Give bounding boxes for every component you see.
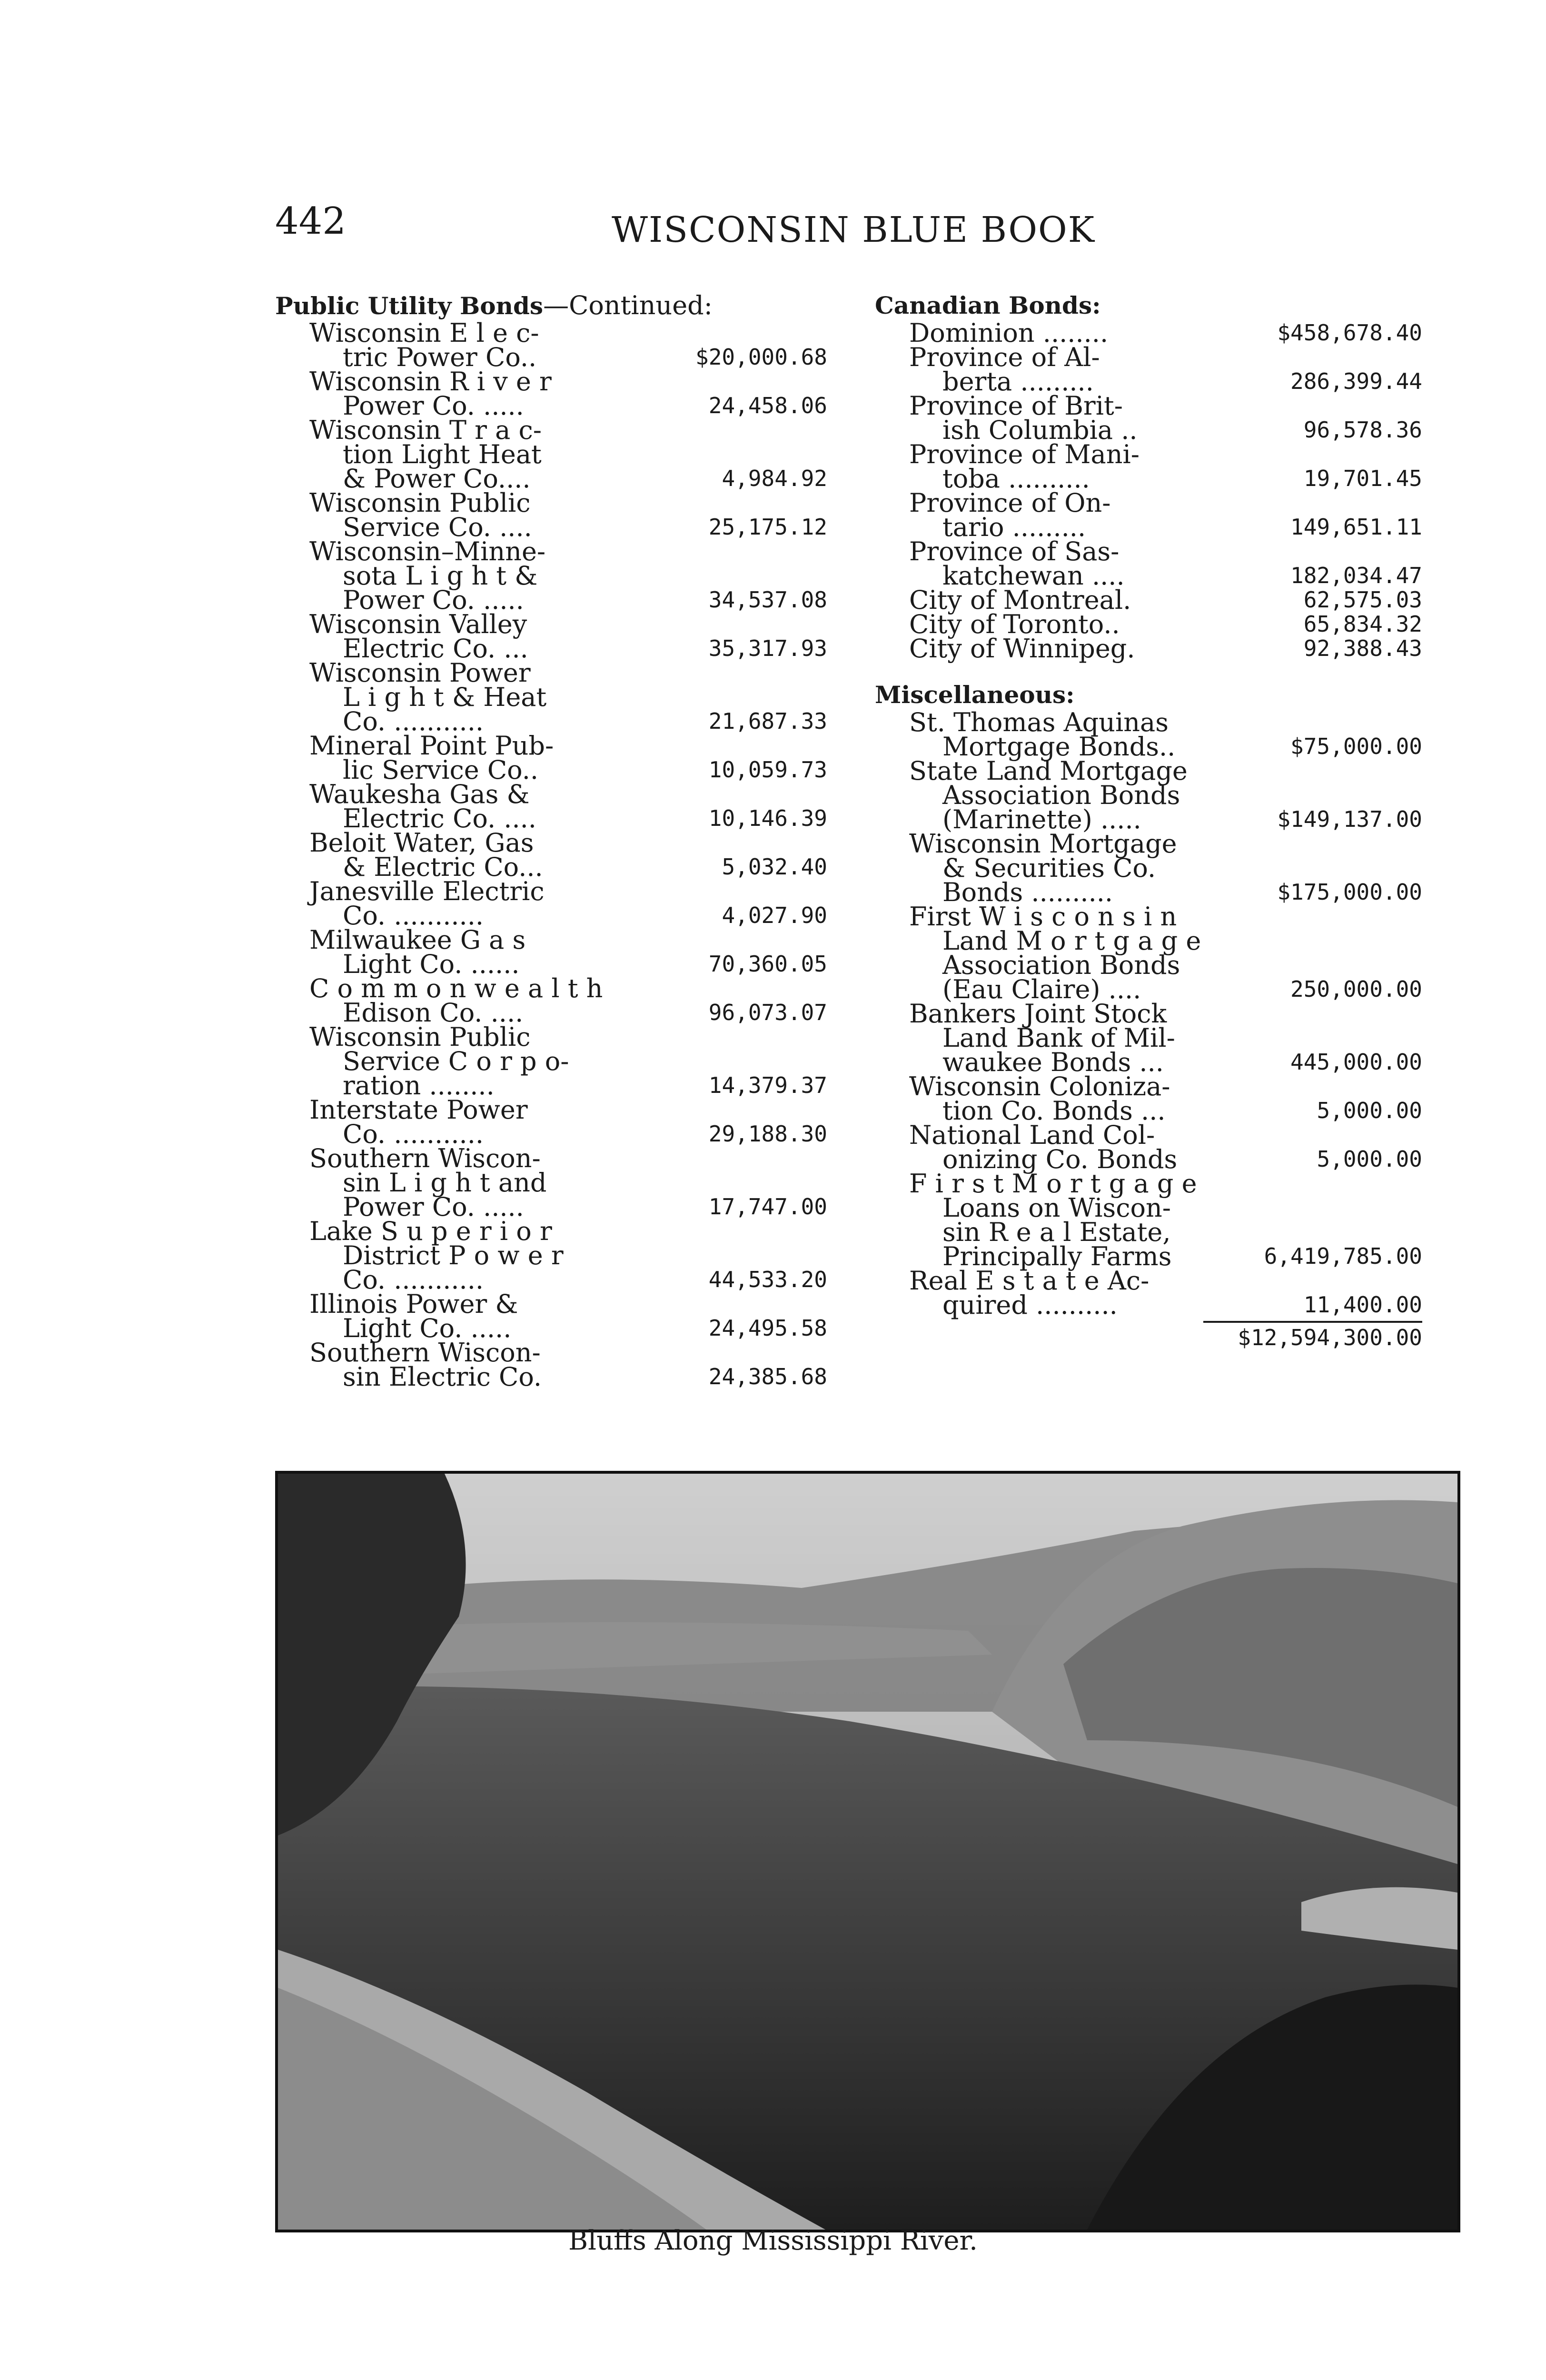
entry-amount: 29,188.30 [708,1121,827,1147]
entry-name-line: Wisconsin R i v e r [309,367,552,397]
entry-name [275,1095,608,1149]
entry-name-line: toba .......... [942,464,1090,494]
entry-name [875,1171,1203,1269]
ledger-entry [875,634,1422,664]
entry-name-line: First W i s c o n s i n [909,902,1177,932]
entry-name-line: waukee Bonds ... [942,1047,1164,1077]
entry-name-line: tion Co. Bonds ... [942,1096,1166,1126]
entry-name [875,1120,1203,1174]
entry-name-line: F i r s t M o r t g a g e [909,1169,1197,1199]
entry-name [875,439,1203,494]
canadian-entry-list [875,318,1422,664]
entry-name-line: Wisconsin E l e c- [309,318,539,348]
entry-name-line: Power Co. ..... [343,585,524,615]
entry-name [275,731,608,785]
entry-name [875,342,1203,397]
right-column [875,290,1422,1350]
ledger-entry [875,904,1422,1002]
entry-name-line: Province of Brit- [909,391,1123,421]
entry-name [875,707,1203,762]
section-spacer [875,661,1422,680]
ledger-entry [275,828,827,882]
entry-name-line: (Marinette) ..... [942,804,1141,834]
ledger-entry [275,876,827,931]
entry-name-line: Mineral Point Pub- [309,731,554,761]
ledger-entry [875,439,1422,494]
entry-amount: 34,537.08 [708,587,827,613]
entry-name-line: Lake S u p e r i o r [309,1216,552,1246]
entry-name-line: Bankers Joint Stock [909,999,1167,1029]
entry-name-line: sota L i g h t & [343,561,538,591]
entry-name-line: ish Columbia .. [942,415,1138,445]
entry-name-line: Co. ........... [343,1265,484,1295]
section-title-suffix: —Continued: [543,290,713,320]
left-column [275,290,827,1392]
entry-name [875,391,1203,445]
entry-amount: 4,027.90 [722,902,827,928]
entry-name [875,609,1203,639]
entry-name [275,1338,608,1392]
entry-name-line: Province of Sas- [909,536,1120,566]
entry-name [275,779,608,833]
entry-name [875,634,1203,664]
entry-name-line: Power Co. ..... [343,391,524,421]
running-head: WISCONSIN BLUE BOOK [612,209,1095,250]
entry-name-line: Co. ........... [343,1119,484,1149]
entry-name-line: City of Montreal. [909,585,1131,615]
entry-name-line: Wisconsin Coloniza- [909,1071,1170,1101]
entry-amount: 19,701.45 [1303,466,1422,491]
entry-name [275,828,608,882]
entry-name-line: Wisconsin Mortgage [909,829,1177,859]
ledger-entry [275,779,827,833]
entry-name [275,367,608,421]
entry-amount: 4,984.92 [722,466,827,491]
photo-bluffs-mississippi [275,1471,1460,2232]
entry-name-line: Light Co. ..... [343,1313,512,1343]
ledger-entry [275,367,827,421]
ledger-entry [275,925,827,979]
ledger-entry [275,1143,827,1222]
grand-total: $12,594,300.00 [1238,1325,1422,1350]
ledger-entry [875,318,1422,348]
photo-caption: Bluffs Along Mississippi River. [568,2225,978,2256]
section-title-public-utility-bonds [275,290,827,321]
landscape-photo-image [278,1474,1457,2230]
entry-name-line: sin L i g h t and [343,1168,547,1198]
entry-name [275,973,608,1028]
ledger-entry [875,1120,1422,1174]
entry-name-line: sin Electric Co. [343,1362,542,1392]
entry-amount: $75,000.00 [1290,734,1422,759]
entry-name-line: C o m m o n w e a l t h [309,973,603,1003]
entry-name [875,999,1203,1077]
entry-name [875,904,1203,1002]
ledger-entry [275,1216,827,1295]
entry-amount: 96,578.36 [1303,417,1422,443]
ledger-entry [875,1171,1422,1269]
entry-amount: $175,000.00 [1277,879,1422,905]
ledger-entry [875,707,1422,762]
entry-amount: 24,495.58 [708,1315,827,1341]
entry-name-line: Light Co. ...... [343,949,520,979]
entry-name-line: State Land Mortgage [909,756,1188,786]
entry-name [875,585,1203,615]
entry-name [875,536,1203,591]
entry-name-line: tion Light Heat [343,439,542,469]
entry-name [275,1143,608,1222]
entry-name-line: Service Co. .... [343,512,532,542]
entry-name [275,1216,608,1295]
entry-name-line: berta ......... [942,367,1094,397]
entry-name-line: Wisconsin–Minne- [309,536,546,566]
entry-name-line: L i g h t & Heat [343,682,547,712]
entry-name-line: Province of Al- [909,342,1100,372]
entry-amount: $458,678.40 [1277,320,1422,346]
entry-amount: 35,317.93 [708,635,827,661]
entry-name-line: Service C o r p o- [343,1046,569,1076]
entry-amount: 24,385.68 [708,1364,827,1389]
entry-amount: 65,834.32 [1303,611,1422,637]
entry-amount: 5,032.40 [722,854,827,880]
ledger-entry [275,318,827,372]
ledger-entry [275,536,827,615]
ledger-entry [875,829,1422,907]
entry-name-line: Province of Mani- [909,439,1140,469]
entry-name-line: & Electric Co... [343,852,543,882]
entry-name-line: City of Winnipeg. [909,634,1135,664]
ledger-entry [875,756,1422,834]
entry-name-line: Dominion ........ [909,318,1109,348]
entry-name-line: Wisconsin Public [309,488,531,518]
entry-name-line: & Power Co.... [343,464,531,494]
ledger-entry [275,1095,827,1149]
entry-name-line: City of Toronto.. [909,609,1120,639]
entry-name-line: Power Co. ..... [343,1192,524,1222]
entry-name-line: & Securities Co. [942,853,1156,883]
entry-name-line: Mortgage Bonds.. [942,732,1176,762]
entry-amount: 17,747.00 [708,1194,827,1220]
entry-name-line: Electric Co. .... [343,803,536,833]
entry-name-line: Interstate Power [309,1095,528,1125]
entry-name [875,1071,1203,1126]
entry-amount: 25,175.12 [708,514,827,540]
ledger-entry [875,1266,1422,1320]
entry-name-line: Co. ........... [343,901,484,931]
entry-name-line: ration ........ [343,1071,495,1101]
entry-name [875,318,1203,348]
entry-name [275,318,608,372]
entry-name [275,925,608,979]
entry-amount: $20,000.68 [695,344,827,370]
ledger-entry [275,609,827,664]
total-rule [1203,1321,1422,1323]
ledger-entry [875,609,1422,639]
entry-name [275,876,608,931]
entry-name-line: St. Thomas Aquinas [909,707,1169,737]
section-title-text: Public Utility Bonds [275,292,544,320]
ledger-entry [875,1071,1422,1126]
entry-name-line: Association Bonds [942,950,1180,980]
entry-name-line: Land M o r t g a g e [942,926,1201,956]
entry-name-line: Wisconsin T r a c- [309,415,542,445]
ledger-entry [275,1022,827,1101]
entry-amount: 182,034.47 [1290,563,1422,588]
ledger-entry [275,658,827,736]
entry-name-line: Wisconsin Valley [309,609,527,639]
entry-name-line: Waukesha Gas & [309,779,530,809]
entry-name [875,488,1203,542]
entry-name-line: Land Bank of Mil- [942,1023,1175,1053]
entry-name-line: Bonds .......... [942,877,1113,907]
entry-amount: 14,379.37 [708,1072,827,1098]
ledger-entry [275,1338,827,1392]
entry-amount: 70,360.05 [708,951,827,977]
entry-amount: 21,687.33 [708,708,827,734]
entry-amount: 11,400.00 [1303,1292,1422,1318]
entry-name-line: Association Bonds [942,780,1180,810]
entry-name [275,1289,608,1343]
ledger-entry [875,342,1422,397]
ledger-entry [875,999,1422,1077]
entry-name-line: lic Service Co.. [343,755,539,785]
entry-amount: 6,419,785.00 [1264,1243,1422,1269]
ledger-entry [875,585,1422,615]
entry-name [875,1266,1203,1320]
entry-name [275,415,608,494]
entry-name-line: onizing Co. Bonds [942,1144,1178,1174]
entry-amount: 250,000.00 [1290,976,1422,1002]
entry-name-line: Principally Farms [942,1241,1172,1271]
entry-name-line: Province of On- [909,488,1111,518]
entry-name-line: Wisconsin Public [309,1022,531,1052]
entry-name [875,829,1203,907]
entry-name-line: sin R e a l Estate, [942,1217,1171,1247]
entry-name-line: Janesville Electric [309,876,545,906]
ledger-entry [275,488,827,542]
misc-entry-list [875,707,1422,1320]
entry-name [275,1022,608,1101]
entry-name-line: tario ......... [942,512,1086,542]
entry-name-line: Co. ........... [343,706,484,736]
entry-amount: 96,073.07 [708,1000,827,1025]
entry-name-line: katchewan .... [942,561,1125,591]
page-number: 442 [275,200,346,243]
entry-amount: 445,000.00 [1290,1049,1422,1075]
section-title-canadian-bonds: Canadian Bonds: [875,291,1101,319]
entry-amount: 10,146.39 [708,805,827,831]
entry-name-line: Beloit Water, Gas [309,828,534,858]
entry-name-line: Milwaukee G a s [309,925,526,955]
entry-amount: 5,000.00 [1317,1098,1422,1123]
entry-name-line: Loans on Wiscon- [942,1193,1171,1223]
ledger-entry [275,731,827,785]
entry-amount: 62,575.03 [1303,587,1422,613]
ledger-entry [875,488,1422,542]
entry-amount: 5,000.00 [1317,1146,1422,1172]
ledger-entry [275,415,827,494]
entry-name-line: Edison Co. .... [343,998,524,1028]
entry-name-line: (Eau Claire) .... [942,974,1141,1004]
entry-name-line: Illinois Power & [309,1289,518,1319]
entry-amount: 44,533.20 [708,1267,827,1292]
ledger-entry [875,391,1422,445]
entry-name-line: Southern Wiscon- [309,1143,541,1173]
ledger-entry [275,1289,827,1343]
entry-name [875,756,1203,834]
entry-name-line: tric Power Co.. [343,342,537,372]
entry-name-line: Southern Wiscon- [309,1338,541,1368]
entry-name-line: District P o w e r [343,1240,564,1270]
entry-amount: $149,137.00 [1277,806,1422,832]
entry-amount: 92,388.43 [1303,635,1422,661]
entry-amount: 149,651.11 [1290,514,1422,540]
entry-name [275,658,608,736]
ledger-entry [875,536,1422,591]
ledger-entry [275,973,827,1028]
entry-amount: 286,399.44 [1290,368,1422,394]
left-entry-list [275,318,827,1392]
entry-amount: 24,458.06 [708,393,827,418]
entry-amount: 10,059.73 [708,757,827,783]
entry-name-line: quired .......... [942,1290,1118,1320]
entry-name-line: Real E s t a t e Ac- [909,1266,1150,1296]
entry-name [275,488,608,542]
entry-name [275,609,608,664]
section-title-miscellaneous: Miscellaneous: [875,681,1075,709]
entry-name-line: National Land Col- [909,1120,1155,1150]
entry-name [275,536,608,615]
entry-name-line: Wisconsin Power [309,658,531,688]
entry-name-line: Electric Co. ... [343,634,528,664]
